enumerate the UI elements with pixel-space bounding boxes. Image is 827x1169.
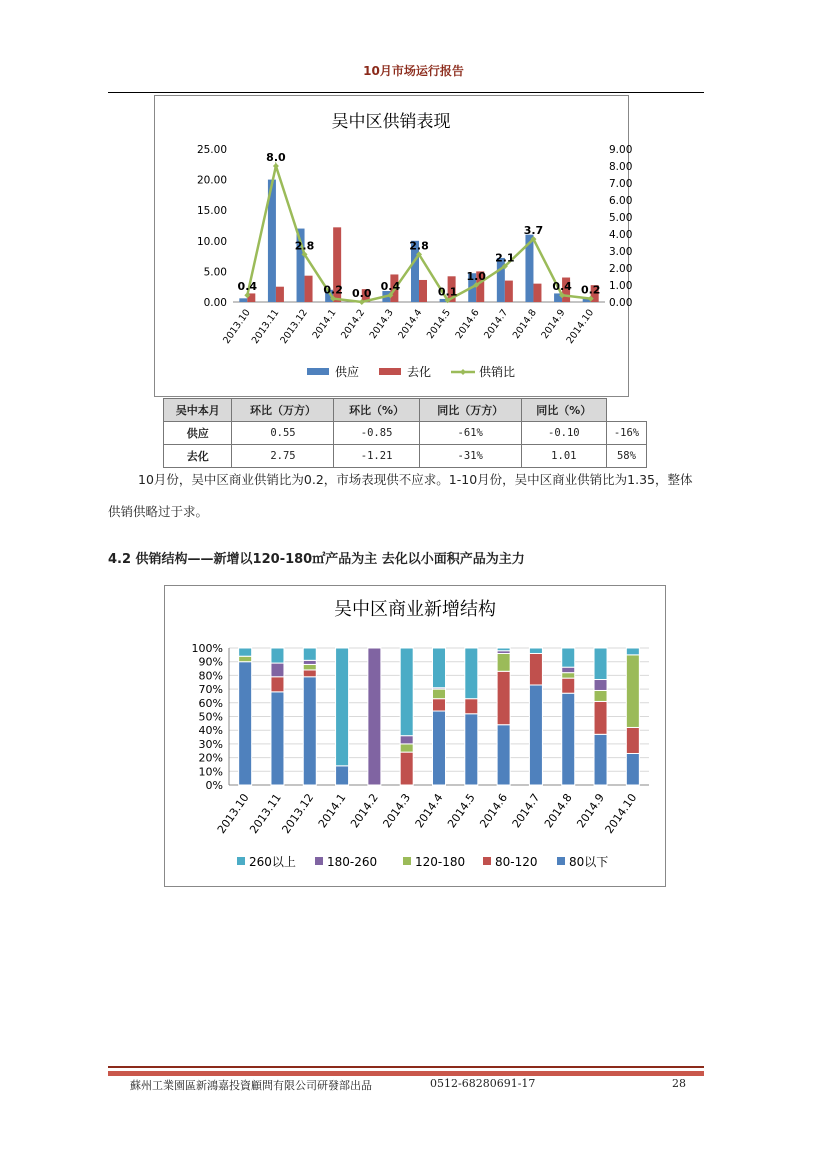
y-right-tick-label: 6.00 xyxy=(609,195,633,207)
x-tick-label: 2014.7 xyxy=(509,791,543,831)
bar-segment-260以上 xyxy=(465,648,478,699)
data-label: 0.1 xyxy=(437,285,458,299)
bar-segment-80-120 xyxy=(594,701,607,734)
data-label: 2.1 xyxy=(495,251,515,265)
table-row-label: 去化 xyxy=(164,445,232,468)
bar-segment-120-180 xyxy=(239,656,252,661)
table-cell: 2.75 xyxy=(232,445,334,468)
footer-phone: 0512-68280691-17 xyxy=(430,1077,536,1090)
supply-sales-chart-svg xyxy=(155,96,633,396)
bar-segment-80以下 xyxy=(594,734,607,785)
legend-label: 供应 xyxy=(335,365,360,379)
x-tick-label: 2014.3 xyxy=(367,307,396,341)
bar-segment-260以上 xyxy=(271,648,284,663)
bar-segment-260以上 xyxy=(433,648,446,688)
bar-segment-260以上 xyxy=(562,648,575,667)
bar-segment-80-120 xyxy=(400,752,413,785)
bar-segment-120-180 xyxy=(303,664,316,669)
table-cell: 0.55 xyxy=(232,422,334,445)
table-header-cell: 环比（万方） xyxy=(232,399,334,422)
data-label: 0.4 xyxy=(380,280,401,294)
bar-segment-80-120 xyxy=(303,670,316,677)
bar-segment-260以上 xyxy=(594,648,607,680)
y-tick-label: 10% xyxy=(198,765,223,779)
bar-segment-180-260 xyxy=(562,667,575,672)
table-header-row xyxy=(164,399,647,422)
data-label: 0.4 xyxy=(237,280,258,294)
x-tick-label: 2014.2 xyxy=(348,791,381,831)
legend-label: 180-260 xyxy=(327,855,378,869)
y-tick-label: 30% xyxy=(198,737,223,751)
x-tick-label: 2014.3 xyxy=(380,791,414,831)
legend-swatch xyxy=(379,368,401,375)
y-left-tick-label: 10.00 xyxy=(196,235,227,248)
x-tick-label: 2014.6 xyxy=(453,307,482,341)
data-label: 0.0 xyxy=(352,287,372,300)
x-tick-label: 2014.9 xyxy=(539,307,568,341)
table-cell: 58% xyxy=(606,445,646,468)
x-tick-label: 2014.7 xyxy=(482,307,511,341)
legend-swatch xyxy=(403,857,411,865)
x-tick-label: 2014.1 xyxy=(310,307,339,341)
bar-segment-260以上 xyxy=(529,648,542,653)
bar-segment-120-180 xyxy=(497,653,510,671)
bar-segment-260以上 xyxy=(303,648,316,660)
bar-segment-180-260 xyxy=(368,648,381,785)
table-cell: -61% xyxy=(419,422,521,445)
x-tick-label: 2013.12 xyxy=(278,307,310,346)
bar-segment-180-260 xyxy=(594,680,607,691)
footer-divider xyxy=(108,1066,704,1068)
legend-swatch xyxy=(307,368,329,375)
supply-sales-table xyxy=(163,398,647,468)
y-right-tick-label: 4.00 xyxy=(609,229,633,241)
y-right-tick-label: 1.00 xyxy=(609,280,633,292)
y-tick-label: 100% xyxy=(191,642,223,655)
bar-segment-80以下 xyxy=(626,753,639,785)
footer-divider-bar xyxy=(108,1071,704,1076)
y-right-tick-label: 7.00 xyxy=(609,178,633,190)
bar-供应 xyxy=(239,298,247,302)
bar-segment-260以上 xyxy=(497,648,510,651)
summary-text: 10月份，吴中区商业供销比为0.2，市场表现供不应求。1-10月份，吴中区商业供销比为1.35，整体供销供略过于求。 xyxy=(108,472,693,519)
table-row-label: 供应 xyxy=(164,422,232,445)
data-label: 2.8 xyxy=(409,239,429,253)
y-tick-label: 20% xyxy=(198,751,223,765)
bar-segment-260以上 xyxy=(626,648,639,655)
x-tick-label: 2014.5 xyxy=(445,791,478,831)
x-tick-label: 2014.10 xyxy=(602,791,640,836)
y-left-tick-label: 0.00 xyxy=(203,297,227,309)
summary-paragraph xyxy=(108,464,696,528)
data-label: 3.7 xyxy=(523,224,544,238)
bar-segment-120-180 xyxy=(400,744,413,752)
footer-company: 蘇州工業園區新鴻嘉投資顧問有限公司研發部出品 xyxy=(130,1079,372,1092)
y-tick-label: 90% xyxy=(198,655,223,669)
legend-swatch xyxy=(315,857,323,865)
table-cell: -1.21 xyxy=(334,445,419,468)
y-right-tick-label: 2.00 xyxy=(609,263,633,275)
data-label: 8.0 xyxy=(266,151,286,164)
bar-segment-80-120 xyxy=(271,677,284,692)
y-tick-label: 70% xyxy=(198,683,223,697)
legend-label: 260以上 xyxy=(249,855,296,869)
bar-segment-80-120 xyxy=(529,653,542,685)
bar-segment-260以上 xyxy=(239,648,252,656)
x-tick-label: 2013.12 xyxy=(279,791,317,836)
table-row xyxy=(164,422,647,445)
bar-segment-260以上 xyxy=(336,648,349,766)
chart-title: 吴中区商业新增结构 xyxy=(334,599,496,620)
table-cell: -16% xyxy=(606,422,646,445)
bar-segment-80以下 xyxy=(497,725,510,785)
header-divider xyxy=(108,92,704,93)
bar-segment-120-180 xyxy=(562,673,575,678)
y-tick-label: 60% xyxy=(198,696,223,710)
y-right-tick-label: 8.00 xyxy=(609,161,633,173)
data-label: 2.8 xyxy=(294,239,315,253)
data-label: 0.2 xyxy=(323,283,343,297)
bar-segment-80以下 xyxy=(433,711,446,785)
bar-segment-80-120 xyxy=(562,678,575,693)
bar-segment-80以下 xyxy=(239,662,252,785)
bar-segment-260以上 xyxy=(400,648,413,736)
x-tick-label: 2014.8 xyxy=(510,307,539,341)
legend-swatch xyxy=(483,857,491,865)
x-tick-label: 2014.1 xyxy=(315,791,349,831)
y-right-tick-label: 5.00 xyxy=(609,212,633,224)
y-right-tick-label: 9.00 xyxy=(609,144,633,156)
table-header-cell: 同比（万方） xyxy=(419,399,521,422)
bar-segment-180-260 xyxy=(400,736,413,744)
x-tick-label: 2013.10 xyxy=(214,791,252,836)
bar-segment-80-120 xyxy=(433,699,446,711)
x-tick-label: 2014.4 xyxy=(412,791,446,831)
x-tick-label: 2014.10 xyxy=(564,307,597,346)
y-tick-label: 50% xyxy=(198,710,223,724)
table-header-cell: 吴中本月 xyxy=(164,399,232,422)
x-tick-label: 2013.10 xyxy=(221,307,253,346)
bar-segment-80以下 xyxy=(303,677,316,785)
x-tick-label: 2014.6 xyxy=(477,791,511,831)
table-header-cell: 环比（%） xyxy=(334,399,419,422)
bar-segment-80-120 xyxy=(465,699,478,714)
legend-label: 去化 xyxy=(407,365,432,379)
y-left-tick-label: 20.00 xyxy=(196,174,227,187)
y-tick-label: 0% xyxy=(205,779,223,792)
bar-segment-180-260 xyxy=(303,660,316,664)
table-cell: -31% xyxy=(419,445,521,468)
y-tick-label: 40% xyxy=(198,724,223,738)
bar-segment-80以下 xyxy=(529,685,542,785)
section-heading: 4.2 供销结构——新增以120-180㎡产品为主 去化以小面积产品为主力 xyxy=(108,552,525,567)
bar-去化 xyxy=(533,284,541,302)
x-tick-label: 2013.11 xyxy=(247,791,284,836)
bar-去化 xyxy=(276,287,284,302)
bar-segment-80以下 xyxy=(562,693,575,785)
legend-label: 80-120 xyxy=(495,855,538,869)
bar-去化 xyxy=(419,280,427,302)
legend-swatch xyxy=(557,857,565,865)
x-tick-label: 2014.9 xyxy=(574,791,607,831)
data-label: 1.0 xyxy=(466,270,486,283)
legend-marker xyxy=(460,369,466,375)
table-cell: 1.01 xyxy=(521,445,606,468)
bar-segment-120-180 xyxy=(626,655,639,728)
table-cell: -0.10 xyxy=(521,422,606,445)
legend-swatch xyxy=(237,857,245,865)
y-left-tick-label: 15.00 xyxy=(196,205,227,218)
bar-segment-120-180 xyxy=(433,689,446,699)
legend-label: 供销比 xyxy=(479,365,516,379)
page-header-title: 10月市场运行报告 xyxy=(363,64,464,78)
bar-去化 xyxy=(305,276,313,302)
legend-label: 80以下 xyxy=(569,855,609,869)
table-header-cell: 同比（%） xyxy=(521,399,606,422)
page-number: 28 xyxy=(672,1077,686,1090)
data-label: 0.2 xyxy=(580,283,601,297)
bar-segment-120-180 xyxy=(594,690,607,701)
bar-segment-180-260 xyxy=(271,663,284,677)
new-supply-structure-chart xyxy=(164,585,666,887)
bar-去化 xyxy=(505,281,513,302)
chart-title: 吴中区供销表现 xyxy=(331,112,451,132)
supply-sales-chart xyxy=(154,95,633,397)
y-left-tick-label: 5.00 xyxy=(203,266,227,279)
new-supply-structure-chart-svg xyxy=(165,586,665,886)
bar-segment-80以下 xyxy=(336,766,349,785)
legend-label: 120-180 xyxy=(415,855,466,869)
y-left-tick-label: 25.00 xyxy=(196,144,227,156)
table-cell: -0.85 xyxy=(334,422,419,445)
y-tick-label: 80% xyxy=(198,669,223,683)
x-tick-label: 2014.8 xyxy=(541,791,575,831)
x-tick-label: 2014.4 xyxy=(396,307,425,341)
x-tick-label: 2014.5 xyxy=(424,307,454,341)
data-label: 0.4 xyxy=(552,280,572,294)
x-tick-label: 2014.2 xyxy=(339,307,368,341)
bar-segment-80以下 xyxy=(271,692,284,785)
y-right-tick-label: 0.00 xyxy=(609,297,633,309)
bar-segment-80以下 xyxy=(465,714,478,785)
bar-segment-80-120 xyxy=(497,671,510,724)
x-tick-label: 2013.11 xyxy=(249,307,282,346)
y-right-tick-label: 3.00 xyxy=(609,246,633,258)
bar-segment-80-120 xyxy=(626,727,639,753)
